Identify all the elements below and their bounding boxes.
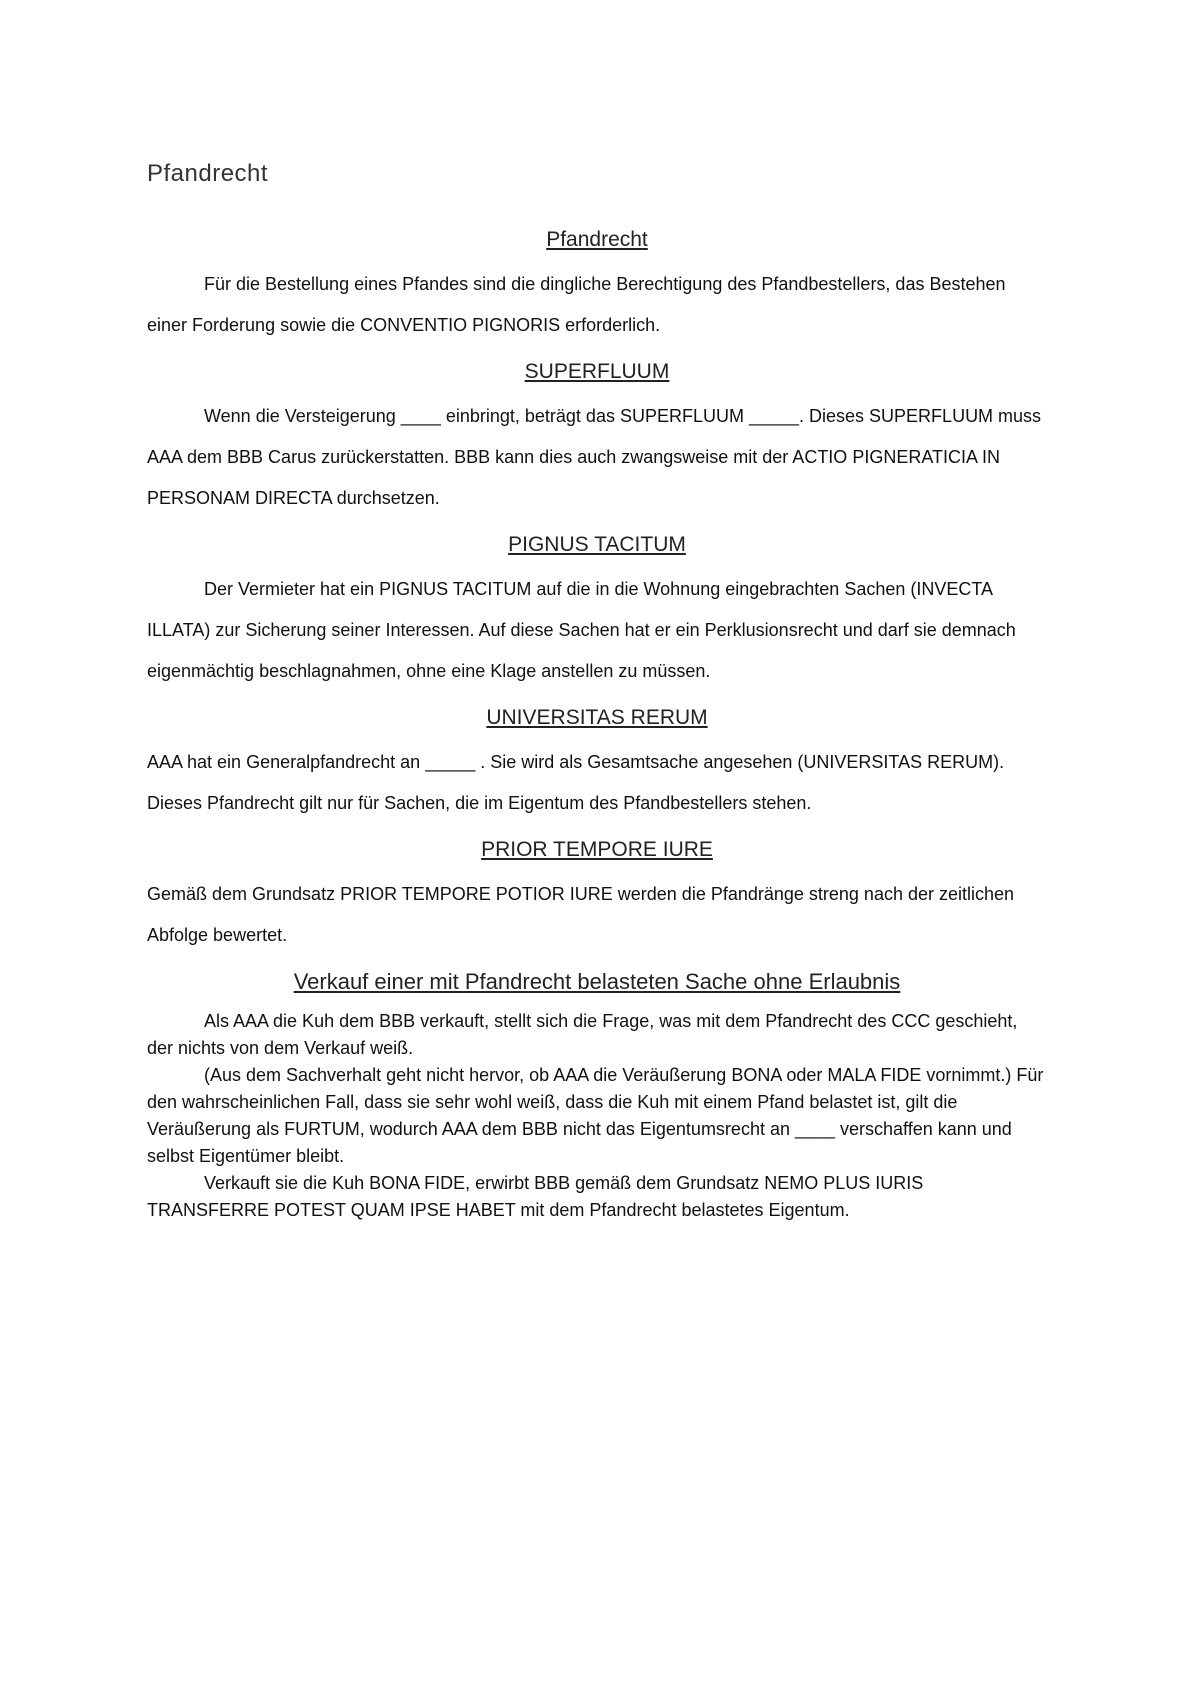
section-paragraph: Als AAA die Kuh dem BBB verkauft, stellt sich die Frage, was mit dem Pfandrecht des CCC geschieht, der nichts von dem Verkauf weiß. [147, 1011, 1018, 1058]
section-paragraph: Verkauft sie die Kuh BONA FIDE, erwirbt BBB gemäß dem Grundsatz NEMO PLUS IURIS TRANSFERRE POTEST QUAM IPSE HABET mit dem Pfandrecht belastetes Eigentum. [147, 1173, 924, 1220]
section-heading: Pfandrecht [546, 228, 648, 251]
document-body [147, 160, 1047, 1228]
section-heading: PRIOR TEMPORE IURE [481, 838, 713, 861]
section-prior-tempore [147, 836, 1047, 956]
section-heading: Verkauf einer mit Pfandrecht belasteten Sache ohne Erlaubnis [293, 969, 901, 994]
section-paragraph: AAA hat ein Generalpfandrecht an _____ . Sie wird als Gesamtsache angesehen (UNIVERSITAS RERUM). Dieses Pfandrecht gilt nur für Sachen, die im Eigentum des Pfandbestellers stehen. [147, 752, 1005, 813]
section-heading: UNIVERSITAS RERUM [486, 706, 708, 729]
section-paragraph: Für die Bestellung eines Pfandes sind die dingliche Berechtigung des Pfandbestellers, das Bestehen einer Forderung sowie die CONVENTIO PIGNORIS erforderlich. [147, 274, 1006, 335]
section-superfluum [147, 358, 1047, 519]
section-pfandrecht [147, 226, 1047, 346]
section-heading: PIGNUS TACITUM [508, 533, 686, 556]
document-title: Pfandrecht [147, 160, 269, 187]
section-paragraph: Wenn die Versteigerung ____ einbringt, beträgt das SUPERFLUUM _____. Dieses SUPERFLUUM muss AAA dem BBB Carus zurückerstatten. BBB kann dies auch zwangsweise mit der ACTIO PIGNERATICIA IN PERSONAM DIRECTA durchsetzen. [147, 406, 1042, 508]
section-pignus-tacitum [147, 531, 1047, 692]
section-verkauf [147, 968, 1047, 1224]
section-paragraph: (Aus dem Sachverhalt geht nicht hervor, ob AAA die Veräußerung BONA oder MALA FIDE vornimmt.) Für den wahrscheinlichen Fall, dass sie sehr wohl weiß, dass die Kuh mit einem Pfand belastet ist, gilt die Veräußerung als FURTUM, wodurch AAA dem BBB nicht das Eigentumsrecht an ____ verschaffen kann und selbst Eigentümer bleibt. [147, 1065, 1044, 1166]
section-heading: SUPERFLUUM [524, 360, 670, 383]
section-universitas-rerum [147, 704, 1047, 824]
section-paragraph: Der Vermieter hat ein PIGNUS TACITUM auf die in die Wohnung eingebrachten Sachen (INVECTA ILLATA) zur Sicherung seiner Interessen. Auf diese Sachen hat er ein Perklusionsrecht und darf sie demnach eigenmächtig beschlagnahmen, ohne eine Klage anstellen zu müssen. [147, 579, 1016, 681]
section-paragraph: Gemäß dem Grundsatz PRIOR TEMPORE POTIOR IURE werden die Pfandränge streng nach der zeitlichen Abfolge bewertet. [147, 884, 1015, 945]
